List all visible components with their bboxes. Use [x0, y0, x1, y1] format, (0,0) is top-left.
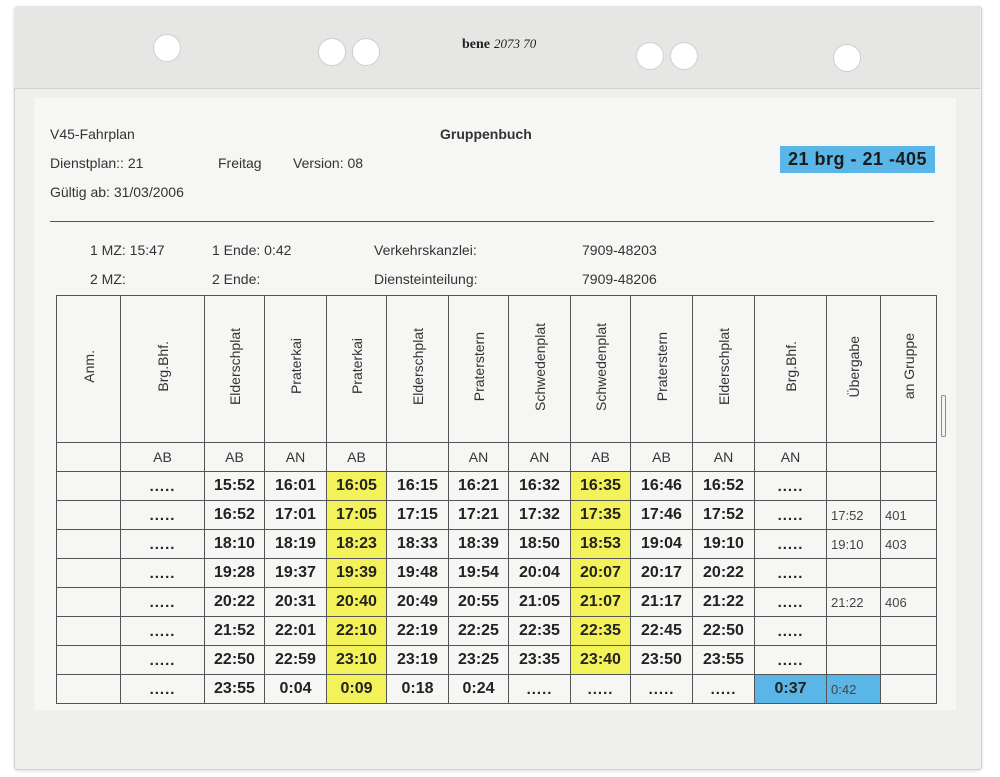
time-cell: .....	[755, 530, 827, 559]
time-cell: 19:28	[205, 559, 265, 588]
time-cell: 22:10	[327, 617, 387, 646]
time-cell: 23:19	[387, 646, 449, 675]
col-header: Praterstern	[631, 296, 693, 443]
valid-from-label: Gültig ab: 31/03/2006	[50, 184, 184, 200]
time-cell: .....	[631, 675, 693, 704]
time-cell: 17:32	[509, 501, 571, 530]
diensteinteilung-value: 7909-48206	[582, 271, 657, 287]
time-cell: 19:48	[387, 559, 449, 588]
time-cell: 19:04	[631, 530, 693, 559]
time-cell: 21:22	[827, 588, 881, 617]
time-cell	[57, 501, 121, 530]
time-cell: .....	[121, 472, 205, 501]
time-cell	[881, 646, 937, 675]
mz2-info: 2 MZ:	[90, 271, 126, 287]
time-cell: 16:35	[571, 472, 631, 501]
time-cell: .....	[755, 617, 827, 646]
time-cell: .....	[755, 646, 827, 675]
time-cell	[827, 559, 881, 588]
verkehrskanzlei-value: 7909-48203	[582, 242, 657, 258]
time-cell	[57, 588, 121, 617]
subheader-cell: AN	[693, 443, 755, 472]
time-cell: 20:22	[205, 588, 265, 617]
time-cell: 20:31	[265, 588, 327, 617]
subheader-cell: AB	[327, 443, 387, 472]
table-row	[57, 617, 937, 646]
time-cell: 22:35	[509, 617, 571, 646]
time-cell: 22:35	[571, 617, 631, 646]
time-cell: .....	[755, 559, 827, 588]
time-cell: 20:17	[631, 559, 693, 588]
time-cell: 23:35	[509, 646, 571, 675]
time-cell: 22:50	[205, 646, 265, 675]
time-cell: 23:40	[571, 646, 631, 675]
time-cell	[57, 617, 121, 646]
time-cell: 0:09	[327, 675, 387, 704]
time-cell: 18:50	[509, 530, 571, 559]
col-header: Übergabe	[827, 296, 881, 443]
col-header: Brg.Bhf.	[121, 296, 205, 443]
time-cell: .....	[755, 501, 827, 530]
table-row	[57, 588, 937, 617]
time-cell: .....	[121, 559, 205, 588]
time-cell: 16:01	[265, 472, 327, 501]
time-cell: 16:05	[327, 472, 387, 501]
punch-hole	[153, 34, 181, 62]
time-cell: 15:52	[205, 472, 265, 501]
subheader-cell: AB	[571, 443, 631, 472]
time-cell: 0:42	[827, 675, 881, 704]
time-cell: 17:52	[693, 501, 755, 530]
time-cell: 0:24	[449, 675, 509, 704]
col-header: an Gruppe	[881, 296, 937, 443]
col-header: Praterkai	[327, 296, 387, 443]
col-header: Schwedenplat	[571, 296, 631, 443]
table-row	[57, 559, 937, 588]
punch-hole	[636, 42, 664, 70]
ende2-info: 2 Ende:	[212, 271, 261, 287]
subheader-cell: AN	[509, 443, 571, 472]
table-row	[57, 472, 937, 501]
time-cell: 16:32	[509, 472, 571, 501]
sleeve-clip	[941, 395, 946, 437]
time-cell: 18:53	[571, 530, 631, 559]
time-cell	[57, 530, 121, 559]
subheader-cell: AB	[121, 443, 205, 472]
timetable-grid	[56, 295, 937, 704]
time-cell: 20:07	[571, 559, 631, 588]
table-row	[57, 530, 937, 559]
subheader-cell	[827, 443, 881, 472]
time-cell: .....	[693, 675, 755, 704]
time-cell: 21:07	[571, 588, 631, 617]
punch-hole	[670, 42, 698, 70]
col-header: Elderschplat	[387, 296, 449, 443]
time-cell: 19:37	[265, 559, 327, 588]
time-cell: 17:46	[631, 501, 693, 530]
time-cell: 19:10	[693, 530, 755, 559]
time-cell: 0:18	[387, 675, 449, 704]
group-book-title: Gruppenbuch	[440, 126, 532, 142]
time-cell: 16:46	[631, 472, 693, 501]
time-cell	[827, 646, 881, 675]
subheader-cell	[387, 443, 449, 472]
verkehrskanzlei-label: Verkehrskanzlei:	[374, 242, 477, 258]
time-cell: 23:55	[693, 646, 755, 675]
mz1-info: 1 MZ: 15:47	[90, 242, 165, 258]
time-cell: 18:10	[205, 530, 265, 559]
subheader-cell: AB	[631, 443, 693, 472]
time-cell: 20:55	[449, 588, 509, 617]
time-cell: 22:59	[265, 646, 327, 675]
time-cell	[881, 675, 937, 704]
time-cell: 22:19	[387, 617, 449, 646]
time-cell: 17:21	[449, 501, 509, 530]
time-cell: 22:01	[265, 617, 327, 646]
time-cell: 16:52	[693, 472, 755, 501]
time-cell	[881, 559, 937, 588]
time-cell	[881, 472, 937, 501]
time-cell: 19:39	[327, 559, 387, 588]
ende1-info: 1 Ende: 0:42	[212, 242, 292, 258]
day-label: Freitag	[218, 155, 262, 171]
sleeve-brand-label	[462, 36, 536, 53]
time-cell: 23:10	[327, 646, 387, 675]
header-divider	[50, 221, 934, 222]
time-cell: 403	[881, 530, 937, 559]
col-header: Schwedenplat	[509, 296, 571, 443]
table-row	[57, 675, 937, 704]
time-cell: 20:04	[509, 559, 571, 588]
time-cell	[827, 617, 881, 646]
document-title: V45-Fahrplan	[50, 126, 135, 142]
time-cell: 21:22	[693, 588, 755, 617]
time-cell: 401	[881, 501, 937, 530]
time-cell: 17:52	[827, 501, 881, 530]
time-cell	[827, 472, 881, 501]
time-cell: 17:05	[327, 501, 387, 530]
time-cell: .....	[571, 675, 631, 704]
time-cell: 21:52	[205, 617, 265, 646]
time-cell: 0:37	[755, 675, 827, 704]
time-cell: .....	[121, 675, 205, 704]
time-cell	[57, 646, 121, 675]
time-cell: 20:22	[693, 559, 755, 588]
station-header-row	[57, 296, 937, 443]
col-header: Elderschplat	[693, 296, 755, 443]
brand-code: 2073 70	[494, 36, 537, 51]
time-cell: 23:25	[449, 646, 509, 675]
time-cell: 21:17	[631, 588, 693, 617]
time-cell	[57, 472, 121, 501]
col-header: Anm.	[57, 296, 121, 443]
punch-hole	[833, 44, 861, 72]
subheader-cell: AN	[265, 443, 327, 472]
time-cell	[57, 559, 121, 588]
time-cell: 20:40	[327, 588, 387, 617]
time-cell: 18:39	[449, 530, 509, 559]
col-header: Elderschplat	[205, 296, 265, 443]
table-row	[57, 501, 937, 530]
col-header: Praterkai	[265, 296, 327, 443]
punch-hole	[318, 38, 346, 66]
col-header: Brg.Bhf.	[755, 296, 827, 443]
time-cell: 22:50	[693, 617, 755, 646]
subheader-cell	[57, 443, 121, 472]
time-cell: 23:50	[631, 646, 693, 675]
time-cell: 0:04	[265, 675, 327, 704]
time-cell: 19:10	[827, 530, 881, 559]
version-label: Version: 08	[293, 155, 364, 171]
time-cell: 23:55	[205, 675, 265, 704]
table-row	[57, 646, 937, 675]
time-cell: .....	[121, 617, 205, 646]
time-cell: 16:21	[449, 472, 509, 501]
dienstplan-label: Dienstplan:: 21	[50, 155, 144, 171]
time-cell: .....	[121, 501, 205, 530]
time-cell	[881, 617, 937, 646]
time-cell: .....	[755, 472, 827, 501]
time-cell	[57, 675, 121, 704]
time-cell: 18:33	[387, 530, 449, 559]
time-cell: 19:54	[449, 559, 509, 588]
diensteinteilung-label: Diensteinteilung:	[374, 271, 478, 287]
time-cell: 20:49	[387, 588, 449, 617]
route-code-badge: 21 brg - 21 -405	[780, 146, 935, 173]
time-cell: .....	[755, 588, 827, 617]
time-cell: 16:15	[387, 472, 449, 501]
time-cell: 18:23	[327, 530, 387, 559]
punch-hole	[352, 38, 380, 66]
time-cell: .....	[509, 675, 571, 704]
subheader-cell	[881, 443, 937, 472]
time-cell: 17:01	[265, 501, 327, 530]
time-cell: 22:45	[631, 617, 693, 646]
subheader-cell: AN	[449, 443, 509, 472]
time-cell: 17:15	[387, 501, 449, 530]
subheader-cell: AB	[205, 443, 265, 472]
time-cell: 18:19	[265, 530, 327, 559]
time-cell: 21:05	[509, 588, 571, 617]
time-cell: .....	[121, 588, 205, 617]
time-cell: .....	[121, 646, 205, 675]
time-cell: 406	[881, 588, 937, 617]
subheader-cell: AN	[755, 443, 827, 472]
time-cell: 17:35	[571, 501, 631, 530]
time-cell: 16:52	[205, 501, 265, 530]
time-cell: 22:25	[449, 617, 509, 646]
arrival-departure-row	[57, 443, 937, 472]
time-cell: .....	[121, 530, 205, 559]
col-header: Praterstern	[449, 296, 509, 443]
brand-name: bene	[462, 37, 490, 52]
